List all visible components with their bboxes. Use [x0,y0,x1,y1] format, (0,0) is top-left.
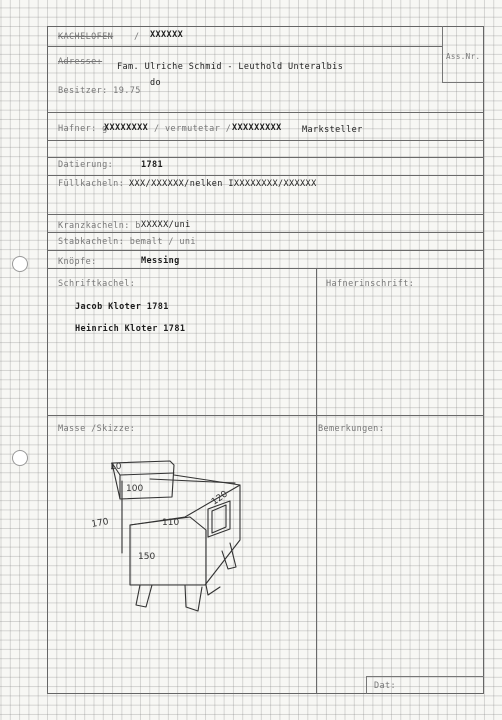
sketch-label: 110 [162,518,180,528]
column-divider [316,268,317,694]
sketch-leg [222,543,236,569]
ass-nr-label: Ass.Nr. [446,52,481,61]
sketch-leg [185,585,202,611]
stove-sketch [90,455,260,620]
divider [47,214,484,215]
sketch-label: 10 [110,462,122,472]
punch-hole [12,256,28,272]
tiles-label: Füllkacheln: [58,179,125,189]
script-tile-line1: Jacob Kloter 1781 [75,302,169,312]
divider [47,157,484,158]
sketch-label: 170 [90,517,110,530]
script-tile-label: Schriftkachel: [58,279,136,289]
tiles-value: XXX/XXXXXX/nelken IXXXXXXXX/XXXXXX [129,179,317,189]
divider [47,140,484,141]
sketch-leg [136,585,152,607]
category-label: KACHELOFEN [58,32,114,42]
owner-label: Besitzer: 19.75 [58,86,141,96]
object-id: XXXXXX [150,30,184,40]
address-line2: do [150,78,162,88]
crown-tiles-value: XXXXX/uni [141,220,191,230]
date-footer-label: Dat: [374,681,397,691]
dimensions-label: Masse /Skizze: [58,424,136,434]
maker-inscription-label: Hafnerinschrift: [326,279,415,289]
divider [47,175,484,176]
dating-label: Datierung: [58,160,114,170]
ass-nr-box-edge [442,26,443,46]
crown-tiles-label: Kranzkacheln: b [58,221,141,231]
maker-place: Marksteller [302,125,363,135]
divider [47,268,484,269]
divider [47,232,484,233]
maker-label: Hafner: g [58,124,108,134]
maker-redacted: XXXXXXXX [104,123,149,133]
sketch-label: 150 [138,552,156,562]
divider [47,112,484,113]
punch-hole [12,450,28,466]
address-label: Adresse: [58,57,103,67]
divider [47,415,484,416]
sketch-label: 100 [126,484,144,494]
separator: / [134,32,140,42]
sketch-door [208,501,230,537]
maker-mid-label: / vermutetar / [154,124,232,134]
knobs-label: Knöpfe: [58,257,97,267]
divider [47,250,484,251]
dating-value: 1781 [141,160,164,170]
script-tile-line2: Heinrich Kloter 1781 [75,324,186,334]
maker-redacted-2: XXXXXXXXX [232,123,282,133]
address-line1: Fam. Ulriche Schmid - Leuthold Unteralbis [117,62,344,72]
divider [47,46,442,47]
sketch-label: 120 [209,489,230,508]
rod-tiles-label: Stabkacheln: bemalt / uni [58,237,196,247]
knobs-value: Messing [141,256,180,266]
remarks-label: Bemerkungen: [318,424,385,434]
